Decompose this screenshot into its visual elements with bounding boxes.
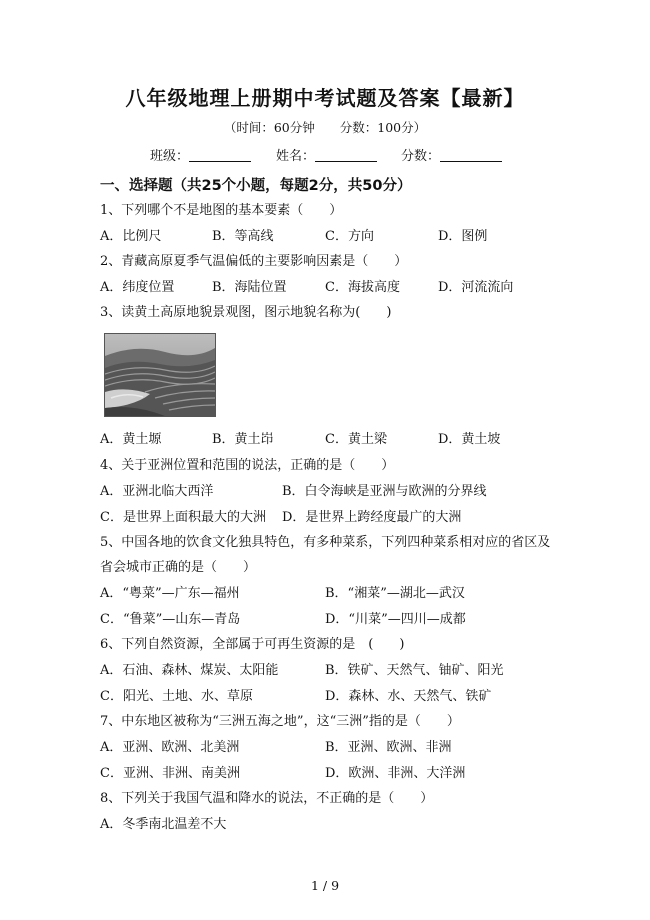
class-label: 班级： <box>150 149 190 164</box>
option-b[interactable]: B．海陆位置 <box>212 280 287 295</box>
score-blank[interactable] <box>440 149 502 162</box>
page-title: 八年级地理上册期中考试题及答案【最新】 <box>125 86 525 110</box>
option-a[interactable]: A．比例尺 <box>100 229 162 244</box>
question-stem-line-2: 省会城市正确的是（ ） <box>100 560 257 575</box>
question-stem: 2、青藏高原夏季气温偏低的主要影响因素是（ ） <box>100 254 408 269</box>
question-stem-line-1: 5、中国各地的饮食文化独具特色，有多种菜系，下列四种菜系相对应的省区及 <box>100 535 551 550</box>
question-stem: 3、读黄土高原地貌景观图，图示地貌名称为( ) <box>100 305 392 320</box>
option-b[interactable]: B．白令海峡是亚洲与欧洲的分界线 <box>282 484 487 499</box>
option-c[interactable]: C．亚洲、非洲、南美洲 <box>100 766 240 781</box>
option-a[interactable]: A．石油、森林、煤炭、太阳能 <box>100 663 279 678</box>
option-b[interactable]: B．黄土岇 <box>212 432 274 447</box>
name-label: 姓名： <box>276 149 316 164</box>
question-stem: 1、下列哪个不是地图的基本要素（ ） <box>100 203 343 218</box>
option-c[interactable]: C．是世界上面积最大的大洲 <box>100 510 266 525</box>
exam-time-score: （时间：60分钟 分数：100分） <box>223 120 427 135</box>
option-d[interactable]: D．河流流向 <box>438 280 514 295</box>
option-d[interactable]: D．黄土坡 <box>438 432 501 447</box>
name-field[interactable] <box>276 145 377 164</box>
section-heading: 一、选择题（共25个小题，每题2分，共50分） <box>100 178 412 194</box>
option-d[interactable]: D．是世界上跨经度最广的大洲 <box>282 510 462 525</box>
option-c[interactable]: C．阳光、土地、水、草原 <box>100 689 253 704</box>
class-blank[interactable] <box>189 149 251 162</box>
option-d[interactable]: D．图例 <box>438 229 488 244</box>
option-c[interactable]: C．方向 <box>325 229 374 244</box>
option-b[interactable]: B．亚洲、欧洲、非洲 <box>325 740 452 755</box>
score-label: 分数： <box>401 149 441 164</box>
option-c[interactable]: C．黄土梁 <box>325 432 387 447</box>
option-c[interactable]: C．海拔高度 <box>325 280 400 295</box>
page-number: 1 / 9 <box>310 878 340 893</box>
option-b[interactable]: B．等高线 <box>212 229 274 244</box>
option-c[interactable]: C．“鲁菜”—山东—青岛 <box>100 612 241 627</box>
option-a[interactable]: A．亚洲北临大西洋 <box>100 484 214 499</box>
question-stem: 8、下列关于我国气温和降水的说法，不正确的是（ ） <box>100 791 434 806</box>
option-b[interactable]: B．“湘菜”—湖北—武汉 <box>325 586 465 601</box>
question-stem: 6、下列自然资源，全部属于可再生资源的是 ( ) <box>100 637 405 652</box>
question-stem: 4、关于亚洲位置和范围的说法，正确的是（ ） <box>100 458 395 473</box>
loess-plateau-photo <box>104 333 216 417</box>
option-b[interactable]: B．铁矿、天然气、铀矿、阳光 <box>325 663 504 678</box>
option-a[interactable]: A．冬季南北温差不大 <box>100 817 227 832</box>
option-d[interactable]: D．欧洲、非洲、大洋洲 <box>325 766 466 781</box>
name-blank[interactable] <box>315 149 377 162</box>
class-field[interactable] <box>150 145 251 164</box>
option-a[interactable]: A．黄土塬 <box>100 432 162 447</box>
option-a[interactable]: A．亚洲、欧洲、北美洲 <box>100 740 240 755</box>
score-field[interactable] <box>401 145 502 164</box>
question-stem: 7、中东地区被称为“三洲五海之地”，这“三洲”指的是（ ） <box>100 714 460 729</box>
option-a[interactable]: A．纬度位置 <box>100 280 175 295</box>
option-d[interactable]: D．森林、水、天然气、铁矿 <box>325 689 492 704</box>
option-a[interactable]: A．“粤菜”—广东—福州 <box>100 586 240 601</box>
option-d[interactable]: D．“川菜”—四川—成都 <box>325 612 466 627</box>
